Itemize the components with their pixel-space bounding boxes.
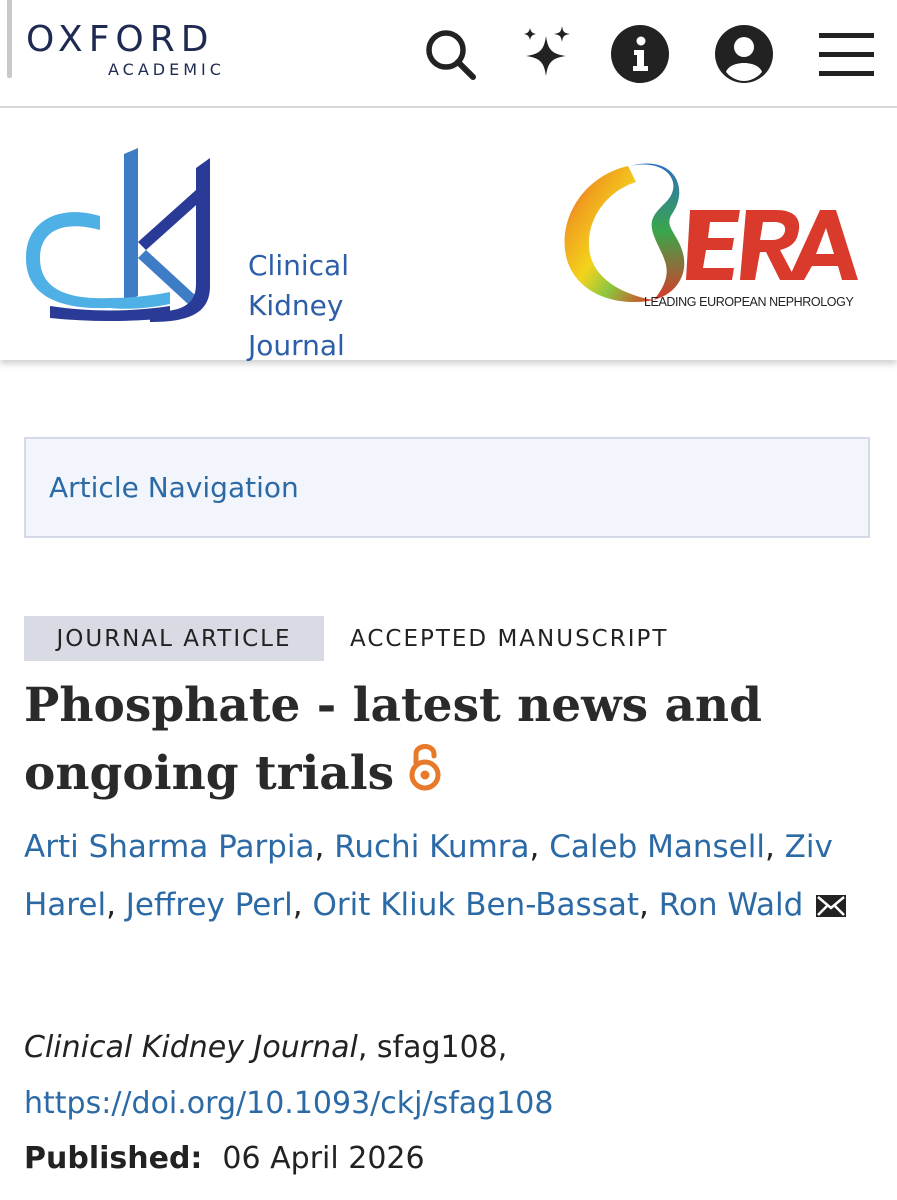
edge-marker (7, 0, 12, 78)
ckj-line-3: Journal (248, 329, 345, 362)
sparkle-icon[interactable] (516, 24, 576, 84)
envelope-icon[interactable] (815, 879, 847, 937)
ckj-line-1: Clinical (248, 249, 349, 282)
ckj-wordmark (248, 246, 349, 366)
article-title-text: Phosphate - latest news and ongoing trials (24, 678, 762, 801)
search-icon[interactable] (420, 24, 480, 84)
article-id: , sfag108, (357, 1030, 508, 1065)
author-list: Arti Sharma Parpia, Ruchi Kumra, Caleb Mansell, Ziv Harel, Jeffrey Perl, Orit Kliuk Ben-Bassat, Ron Wald (24, 818, 874, 937)
author-link[interactable]: Caleb Mansell (549, 829, 765, 865)
brand-main: OXFORD (26, 19, 215, 60)
ckj-line-2: Kidney (248, 289, 344, 322)
author-link[interactable]: Orit Kliuk Ben-Bassat (312, 887, 639, 923)
published-label: Published: (24, 1141, 203, 1176)
article-type-badge: JOURNAL ARTICLE (24, 616, 324, 661)
info-icon[interactable] (610, 24, 670, 84)
doi-link[interactable]: https://doi.org/10.1093/ckj/sfag108 (24, 1086, 554, 1121)
author-link[interactable]: Ruchi Kumra (334, 829, 530, 865)
published-info (24, 1136, 425, 1182)
article-navigation-panel[interactable] (24, 437, 870, 538)
article-title (24, 672, 874, 812)
open-access-icon (408, 741, 442, 812)
oxford-academic-logo[interactable] (26, 19, 256, 79)
era-tagline: LEADING EUROPEAN NEPHROLOGY (644, 295, 854, 309)
article-status-badge: ACCEPTED MANUSCRIPT (350, 625, 669, 652)
menu-icon[interactable] (816, 24, 876, 84)
journal-name: Clinical Kidney Journal (24, 1030, 358, 1065)
author-link[interactable]: Jeffrey Perl (125, 887, 293, 923)
top-bar (0, 0, 897, 108)
article-navigation-link[interactable]: Article Navigation (49, 471, 299, 504)
account-icon[interactable] (714, 24, 774, 84)
author-link[interactable]: Arti Sharma Parpia (24, 829, 315, 865)
ckj-logo[interactable] (20, 146, 350, 362)
author-link[interactable]: Ron Wald (658, 887, 804, 923)
journal-header (0, 108, 897, 360)
citation (24, 1020, 874, 1132)
published-date: 06 April 2026 (222, 1141, 425, 1176)
era-logo[interactable] (558, 158, 878, 318)
author-link[interactable]: Ziv Harel (24, 829, 833, 923)
brand-sub: ACADEMIC (108, 60, 225, 79)
